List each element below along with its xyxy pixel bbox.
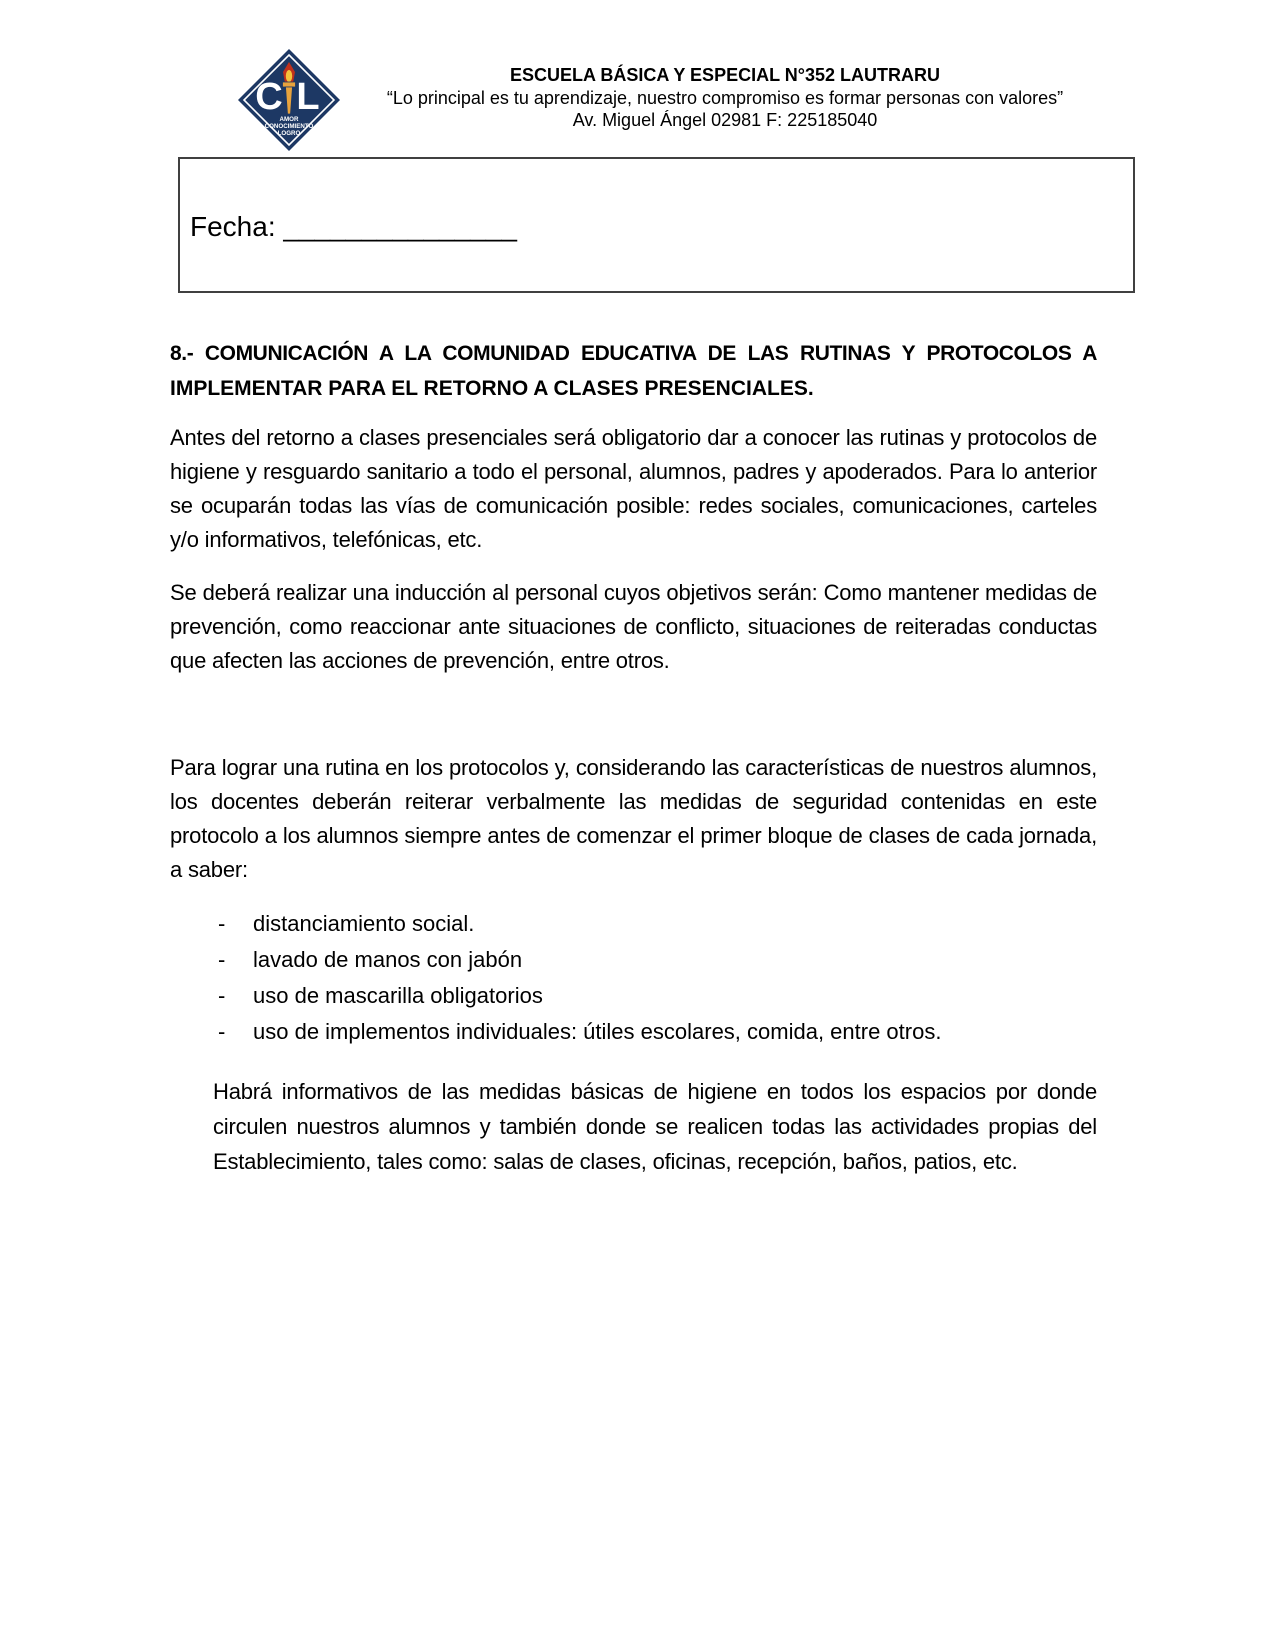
document-header [345, 64, 1105, 131]
list-dash-marker: - [218, 983, 226, 1008]
fecha-box [178, 157, 1135, 293]
paragraph-signage-info: Habrá informativos de las medidas básicas de higiene en todos los espacios por donde circulen nuestros alumnos y también donde se realicen todas las actividades propias del Establecimiento, tales como: salas de clases, oficinas, recepción, baños, patios, etc. [213, 1079, 1097, 1174]
measures-list [170, 906, 1097, 1050]
logo-motto-line-2: CONOCIMIENTO [264, 123, 314, 130]
list-item [170, 1014, 1097, 1050]
paragraph-communication-channels: Antes del retorno a clases presenciales será obligatorio dar a conocer las rutinas y protocolos de higiene y resguardo sanitario a todo el personal, alumnos, padres y apoderados. Para lo anterior se ocuparán todas las vías de comunicación posible: redes sociales, comunicaciones, carteles y/o informativos, telefónicas, etc. [170, 425, 1097, 552]
section-heading-line-1: 8.- COMUNICACIÓN A LA COMUNIDAD EDUCATIVA DE LAS RUTINAS Y PROTOCOLOS A [170, 342, 1097, 365]
school-logo-icon [237, 48, 341, 152]
list-item [170, 978, 1097, 1014]
list-item [170, 942, 1097, 978]
school-name: ESCUELA BÁSICA Y ESPECIAL N°352 LAUTRARU [510, 65, 940, 85]
logo-motto-line-3: LOGRO [277, 130, 301, 137]
fecha-label: Fecha: [190, 211, 276, 242]
logo-motto-line-1: AMOR [279, 116, 299, 123]
section-heading [170, 336, 1097, 406]
logo-letter-l: L [296, 76, 320, 118]
list-item-text: uso de implementos individuales: útiles escolares, comida, entre otros. [253, 1019, 942, 1044]
list-dash-marker: - [218, 911, 226, 936]
paragraph-routine-intro: Para lograr una rutina en los protocolos y, considerando las características de nuestros alumnos, los docentes deberán reiterar verbalmente las medidas de seguridad contenidas en este protocolo a los alumnos siempre antes de comenzar el primer bloque de clases de cada jornada, a saber: [170, 755, 1097, 882]
list-dash-marker: - [218, 947, 226, 972]
school-motto: “Lo principal es tu aprendizaje, nuestro compromiso es formar personas con valores” [386, 88, 1064, 108]
list-item-text: lavado de manos con jabón [253, 947, 523, 972]
fecha-blank-field[interactable]: _______________ [283, 211, 517, 242]
section-heading-line-2: IMPLEMENTAR PARA EL RETORNO A CLASES PRESENCIALES. [170, 377, 814, 400]
paragraph-staff-induction: Se deberá realizar una inducción al personal cuyos objetivos serán: Como mantener medidas de prevención, como reaccionar ante situaciones de conflicto, situaciones de reiteradas conductas que afecten las acciones de prevención, entre otros. [170, 580, 1097, 673]
school-logo [237, 48, 341, 152]
list-item-text: uso de mascarilla obligatorios [253, 983, 543, 1008]
school-address: Av. Miguel Ángel 02981 F: 225185040 [572, 110, 878, 130]
list-item [170, 906, 1097, 942]
list-dash-marker: - [218, 1019, 226, 1044]
logo-letter-c: C [255, 76, 283, 118]
list-item-text: distanciamiento social. [253, 911, 475, 936]
